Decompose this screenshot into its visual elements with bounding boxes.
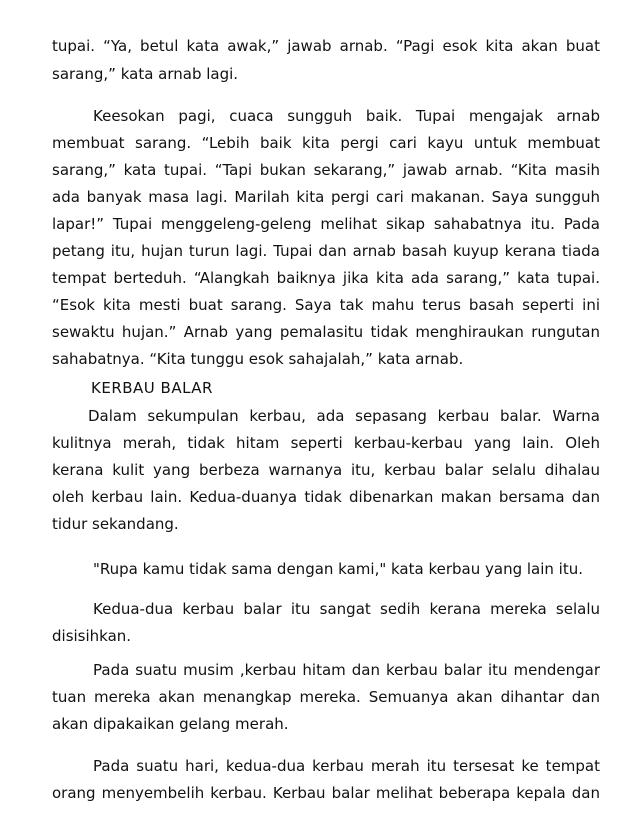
text-line: ada banyak masa lagi. Marilah kita pergi cari makanan. Saya sungguh — [52, 188, 600, 206]
section-heading: KERBAU BALAR — [91, 379, 213, 397]
text-line: sewaktu hujan.” Arnab yang pemalasitu tidak menghiraukan rungutan — [52, 323, 600, 341]
text-line: kerana kulit yang berbeza warnanya itu, kerbau balar selalu dihalau — [52, 461, 600, 479]
text-line: sahabatnya. “Kita tunggu esok sahajalah,” kata arnab. — [52, 350, 464, 368]
text-line: “Esok kita mesti buat sarang. Saya tak mahu terus basah seperti ini — [52, 296, 600, 314]
text-line: akan dipakaikan gelang merah. — [52, 715, 289, 733]
text-line: sarang,” kata tupai. “Tapi bukan sekarang,” jawab arnab. “Kita masih — [52, 161, 600, 179]
text-line: oleh kerbau lain. Kedua-duanya tidak dibenarkan makan bersama dan — [52, 488, 600, 506]
text-line: tupai. “Ya, betul kata awak,” jawab arnab. “Pagi esok kita akan buat — [52, 37, 600, 55]
text-line: Kedua-dua kerbau balar itu sangat sedih kerana mereka selalu — [93, 600, 600, 618]
text-line: Dalam sekumpulan kerbau, ada sepasang kerbau balar. Warna — [88, 407, 600, 425]
text-line: Pada suatu hari, kedua-dua kerbau merah itu tersesat ke tempat — [93, 757, 600, 775]
text-line: "Rupa kamu tidak sama dengan kami," kata kerbau yang lain itu. — [93, 560, 583, 578]
text-line: Pada suatu musim ,kerbau hitam dan kerbau balar itu mendengar — [93, 661, 600, 679]
text-line: orang menyembelih kerbau. Kerbau balar melihat beberapa kepala dan — [52, 784, 600, 802]
text-line: tuan mereka akan menangkap mereka. Semuanya akan dihantar dan — [52, 688, 600, 706]
text-line: petang itu, hujan turun lagi. Tupai dan arnab basah kuyup kerana tiada — [52, 242, 600, 260]
text-line: disisihkan. — [52, 627, 132, 645]
text-line: Keesokan pagi, cuaca sungguh baik. Tupai mengajak arnab — [93, 107, 600, 125]
text-line: lapar!” Tupai menggeleng-geleng melihat sikap sahabatnya itu. Pada — [52, 215, 600, 233]
text-line: kulitnya merah, tidak hitam seperti kerbau-kerbau yang lain. Oleh — [52, 434, 600, 452]
text-line: membuat sarang. “Lebih baik kita pergi cari kayu untuk membuat — [52, 134, 600, 152]
text-line: tidur sekandang. — [52, 515, 179, 533]
text-line: sarang,” kata arnab lagi. — [52, 65, 239, 83]
text-line: tempat berteduh. “Alangkah baiknya jika kita ada sarang,” kata tupai. — [52, 269, 600, 287]
